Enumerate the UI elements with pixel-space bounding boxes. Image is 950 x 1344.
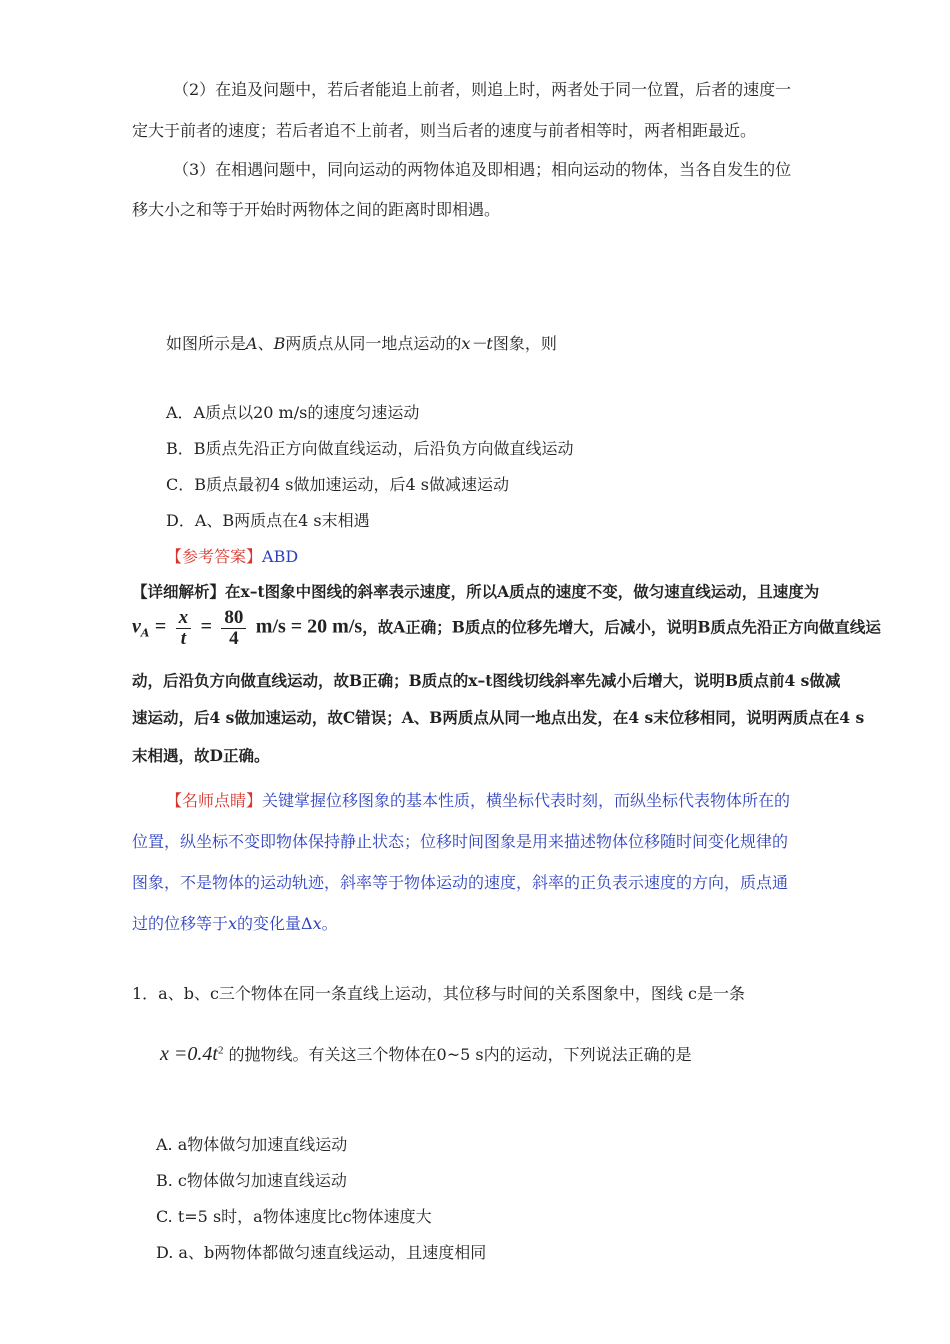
intro-p2-line1: （2）在追及问题中，若后者能追上前者，则追上时，两者处于同一位置，后者的速度一 <box>173 80 792 99</box>
answer-label: 【参考答案】 <box>166 547 263 566</box>
analysis-line4: 速运动，后4 s做加速运动，故C错误；A、B两质点从同一地点出发，在4 s末位移相同，说明两质点在4 s <box>132 708 865 727</box>
frac-num-80: 80 <box>221 608 246 629</box>
stem-xt: x－t <box>461 334 493 353</box>
analysis-line2 <box>132 608 881 649</box>
tips-label: 【名师点睛】 <box>166 791 263 810</box>
frac-den-4: 4 <box>229 628 239 649</box>
analysis-text2: ，故A正确；B质点的位移先增大，后减小，说明B质点先沿正方向做直线运 <box>362 617 881 637</box>
tips-text4-x2: x <box>312 914 322 933</box>
q1-option-b: B. c物体做匀加速直线运动 <box>156 1171 347 1190</box>
tips-text4-end: 。 <box>321 914 338 933</box>
stem-mid: 两质点从同一地点运动的 <box>285 334 462 353</box>
intro-p2-line2: 定大于前者的速度；若后者追不上前者，则当后者的速度与前者相等时，两者相距最近。 <box>132 121 757 140</box>
q1-stem-line1: 1．a、b、c三个物体在同一条直线上运动，其位移与时间的关系图象中，图线 c是一条 <box>132 984 745 1003</box>
analysis-label: 【详细解析】 <box>132 582 226 601</box>
intro-p3-line2: 移大小之和等于开始时两物体之间的距离时即相遇。 <box>132 200 501 219</box>
q1-formula: x =0.4t <box>160 1043 218 1065</box>
formula-tail: m/s = 20 m/s <box>255 615 363 638</box>
tips-text4-x: x <box>228 914 238 933</box>
example-stem <box>166 331 557 354</box>
tips-text4-pre: 过的位移等于 <box>132 914 229 933</box>
q1-stem-line2 <box>160 1042 692 1066</box>
example-option-c: C．B质点最初4 s做加速运动，后4 s做减速运动 <box>166 475 509 494</box>
formula-eq1: = <box>154 615 167 638</box>
stem-post: 图象，则 <box>492 334 557 353</box>
tips-text1: 关键掌握位移图象的基本性质，横坐标代表时刻，而纵坐标代表物体所在的 <box>262 791 791 810</box>
stem-sep: 、 <box>257 334 274 353</box>
stem-pre: 如图所示是 <box>166 334 247 353</box>
q1-stem-text2: 的抛物线。有关这三个物体在0~5 s内的运动，下列说法正确的是 <box>228 1045 692 1064</box>
answer-value: ABD <box>262 547 299 566</box>
frac-num-x: x <box>176 608 192 629</box>
analysis-line1 <box>132 580 819 602</box>
formula-v: v <box>132 615 141 638</box>
analysis-line5: 末相遇，故D正确。 <box>132 746 270 765</box>
example-option-a: A．A质点以20 m/s的速度匀速运动 <box>166 403 420 422</box>
analysis-text1: 在x–t图象中图线的斜率表示速度，所以A质点的速度不变，做匀速直线运动，且速度为 <box>225 582 820 601</box>
q1-option-c: C. t=5 s时，a物体速度比c物体速度大 <box>156 1207 432 1226</box>
formula-sub: A <box>140 626 150 640</box>
q1-formula-exp: 2 <box>217 1044 224 1057</box>
q1-option-d: D. a、b两物体都做匀速直线运动，且速度相同 <box>156 1243 487 1262</box>
formula-frac-xt <box>176 608 192 649</box>
tips-line3: 图象，不是物体的运动轨迹，斜率等于物体运动的速度，斜率的正负表示速度的方向，质点通 <box>132 873 789 892</box>
intro-p3-line1: （3）在相遇问题中，同向运动的两物体追及即相遇；相向运动的物体，当各自发生的位 <box>173 160 792 179</box>
q1-option-a: A. a物体做匀加速直线运动 <box>156 1135 348 1154</box>
formula-frac-80-4 <box>221 608 246 649</box>
example-option-b: B．B质点先沿正方向做直线运动，后沿负方向做直线运动 <box>166 439 574 458</box>
tips-text4-post: 的变化量Δ <box>237 914 313 933</box>
answer-line <box>166 544 298 567</box>
tips-line4 <box>132 911 338 934</box>
analysis-line3: 动，后沿负方向做直线运动，故B正确；B质点的x–t图线切线斜率先减小后增大，说明B质点前4 s做减 <box>132 671 841 690</box>
tips-line1 <box>166 788 790 811</box>
stem-a: A <box>246 334 258 353</box>
stem-b: B <box>273 334 286 353</box>
frac-den-t: t <box>180 628 187 649</box>
formula-eq2: = <box>200 615 212 638</box>
tips-line2: 位置，纵坐标不变即物体保持静止状态；位移时间图象是用来描述物体位移随时间变化规律的 <box>132 832 789 851</box>
example-option-d: D．A、B两质点在4 s末相遇 <box>166 511 370 530</box>
